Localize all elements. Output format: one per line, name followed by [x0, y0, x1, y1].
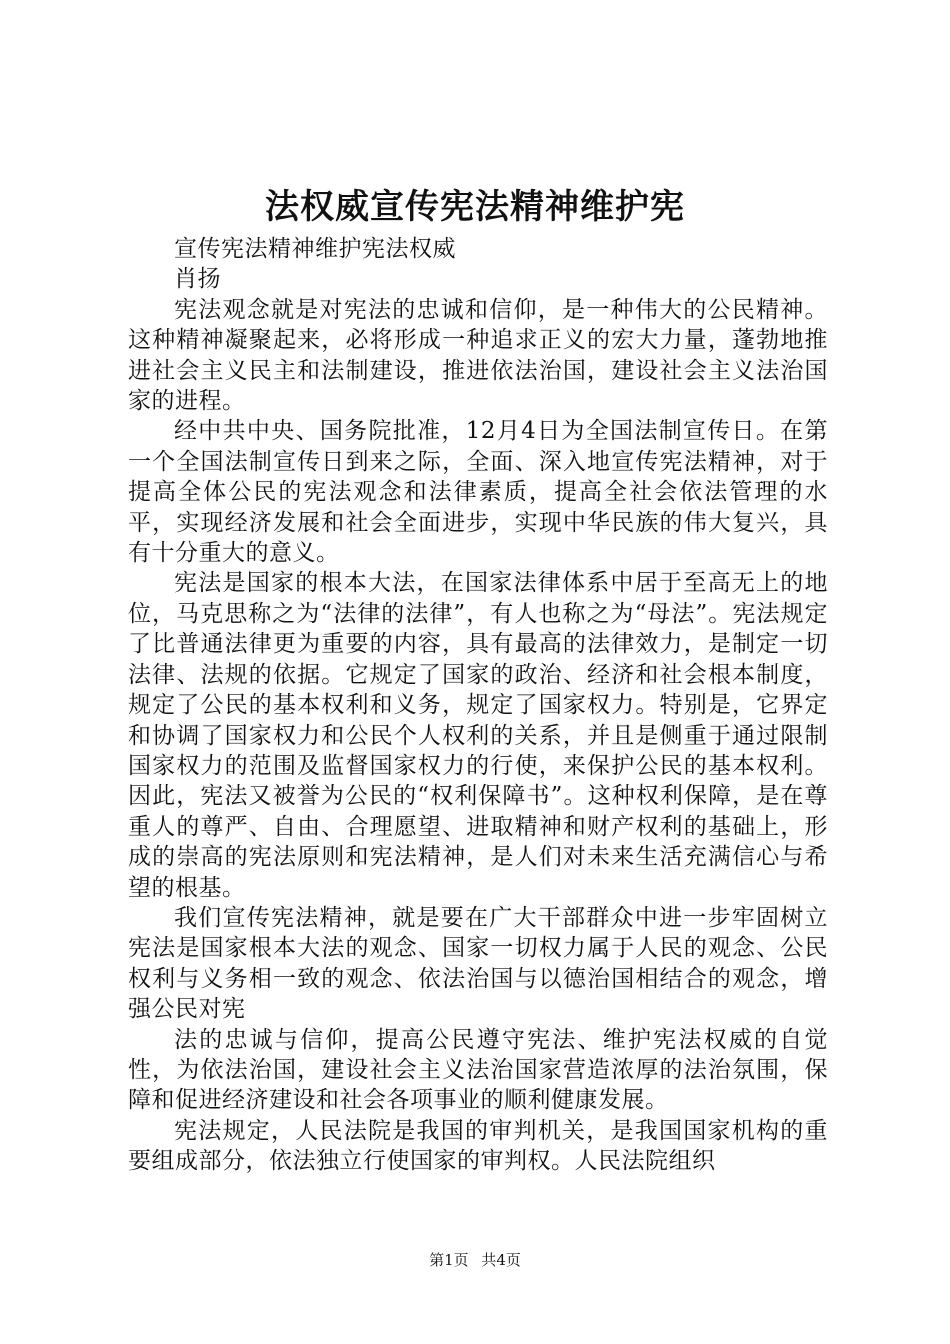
document-title: 法权威宣传宪法精神维护宪	[265, 187, 685, 227]
paragraph: 我们宣传宪法精神，就是要在广大干部群众中进一步牢固树立宪法是国家根本大法的观念、国家一切权力属于人民的观念、公民权利与义务相一致的观念、依法治国与以德治国相结合的观念，增强公民对宪	[128, 904, 828, 1023]
subtitle-line: 宣传宪法精神维护宪法权威	[174, 236, 456, 262]
page-total: 共4页	[481, 1251, 521, 1269]
paragraph: 法的忠诚与信仰，提高公民遵守宪法、维护宪法权威的自觉性，为依法治国，建设社会主义法治国家营造浓厚的法治氛围，保障和促进经济建设和社会各项事业的顺利健康发展。	[128, 1026, 828, 1114]
paragraph: 宪法规定，人民法院是我国的审判机关，是我国国家机构的重要组成部分，依法独立行使国家的审判权。人民法院组织	[128, 1117, 828, 1175]
author-line: 肖扬	[174, 266, 221, 293]
paragraph: 宪法观念就是对宪法的忠诚和信仰，是一种伟大的公民精神。这种精神凝聚起来，必将形成一种追求正义的宏大力量，蓬勃地推进社会主义民主和法制建设，推进依法治国，建设社会主义法治国家的进程。	[128, 296, 828, 415]
document-body	[128, 234, 828, 1177]
paragraph: 宪法是国家的根本大法，在国家法律体系中居于至高无上的地位，马克思称之为“法律的法律”，有人也称之为“母法”。宪法规定了比普通法律更为重要的内容，具有最高的法律效力，是制定一切法律、法规的依据。它规定了国家的政治、经济和社会根本制度，规定了公民的基本权利和义务，规定了国家权力。特别是，它界定和协调了国家权力和公民个人权利的关系，并且是侧重于通过限制国家权力的范围及监督国家权力的行使，来保护公民的基本权利。因此，宪法又被誉为公民的“权利保障书”。这种权利保障，是在尊重人的尊严、自由、合理愿望、进取精神和财产权利的基础上，形成的崇高的宪法原则和宪法精神，是人们对未来生活充满信心与希望的根基。	[128, 570, 828, 901]
page-number: 第1页	[429, 1251, 469, 1269]
paragraph: 经中共中央、国务院批准，12月4日为全国法制宣传日。在第一个全国法制宣传日到来之际，全面、深入地宣传宪法精神，对于提高全体公民的宪法观念和法律素质，提高全社会依法管理的水平，实现经济发展和社会全面进步，实现中华民族的伟大复兴，具有十分重大的意义。	[128, 418, 828, 567]
page-footer	[0, 1250, 950, 1270]
